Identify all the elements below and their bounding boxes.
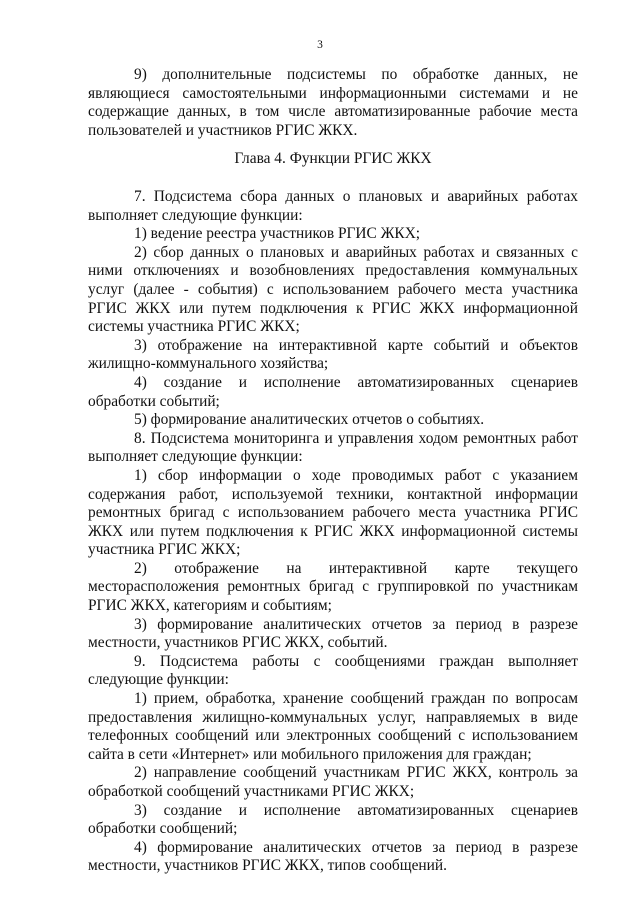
chapter-title: Глава 4. Функции РГИС ЖКХ [234, 150, 432, 167]
list-item: 2) направление сообщений участникам РГИС ЖКХ, контроль за обработкой сообщений участниками РГИС ЖКХ; [88, 764, 578, 800]
list-item: 5) формирование аналитических отчетов о событиях. [134, 411, 485, 429]
intro-paragraph: 9) дополнительные подсистемы по обработке данных, не являющиеся самостоятельными информационными системами и не содержащие данных, в том числе автоматизированные рабочие места пользователей и участников РГИС ЖКХ. [88, 66, 578, 139]
list-item: 4) создание и исполнение автоматизированных сценариев обработки событий; [88, 373, 578, 410]
paragraph-7-heading: 7. Подсистема сбора данных о плановых и аварийных работах выполняет следующие функции: [88, 188, 578, 224]
paragraph-9-heading: 9. Подсистема работы с сообщениями граждан выполняет следующие функции: [88, 652, 578, 689]
page-number: 3 [317, 39, 323, 51]
list-item: 2) сбор данных о плановых и аварийных работах и связанных с ними отключениях и возобновлениях предоставления коммунальных услуг (далее - события) с использованием рабочего места участника РГИС ЖКХ или путем подключения к РГИС ЖКХ информационной системы участника РГИС ЖКХ; [88, 243, 578, 336]
list-item: 2) отображение на интерактивной карте текущего месторасположения ремонтных бригад с группировкой по участникам РГИС ЖКХ, категориям и событиям; [88, 559, 578, 615]
list-item: 3) формирование аналитических отчетов за период в разрезе местности, участников РГИС ЖКХ, событий. [88, 615, 578, 652]
list-item: 3) создание и исполнение автоматизированных сценариев обработки сообщений; [88, 801, 578, 838]
list-item: 1) сбор информации о ходе проводимых работ с указанием содержания работ, используемой техники, контактной информации ремонтных бригад с использованием рабочего места участника РГИС ЖКХ или путем подключения к РГИС ЖКХ информационной системы участника РГИС ЖКХ; [88, 466, 578, 559]
intro-block [88, 66, 578, 140]
list-item: 1) ведение реестра участников РГИС ЖКХ; [134, 225, 421, 243]
paragraph-8-heading: 8. Подсистема мониторинга и управления ходом ремонтных работ выполняет следующие функции: [88, 429, 578, 466]
chapter-body [88, 188, 578, 876]
list-item: 1) прием, обработка, хранение сообщений граждан по вопросам предоставления жилищно-коммунальных услуг, направляемых в виде телефонных сообщений или электронных сообщений с использованием сайта в сети «Интернет» или мобильного приложения для граждан; [88, 690, 578, 763]
list-item: 3) отображение на интерактивной карте событий и объектов жилищно-коммунального хозяйства; [88, 336, 578, 373]
list-item: 4) формирование аналитических отчетов за период в разрезе местности, участников РГИС ЖКХ, типов сообщений. [88, 838, 578, 875]
